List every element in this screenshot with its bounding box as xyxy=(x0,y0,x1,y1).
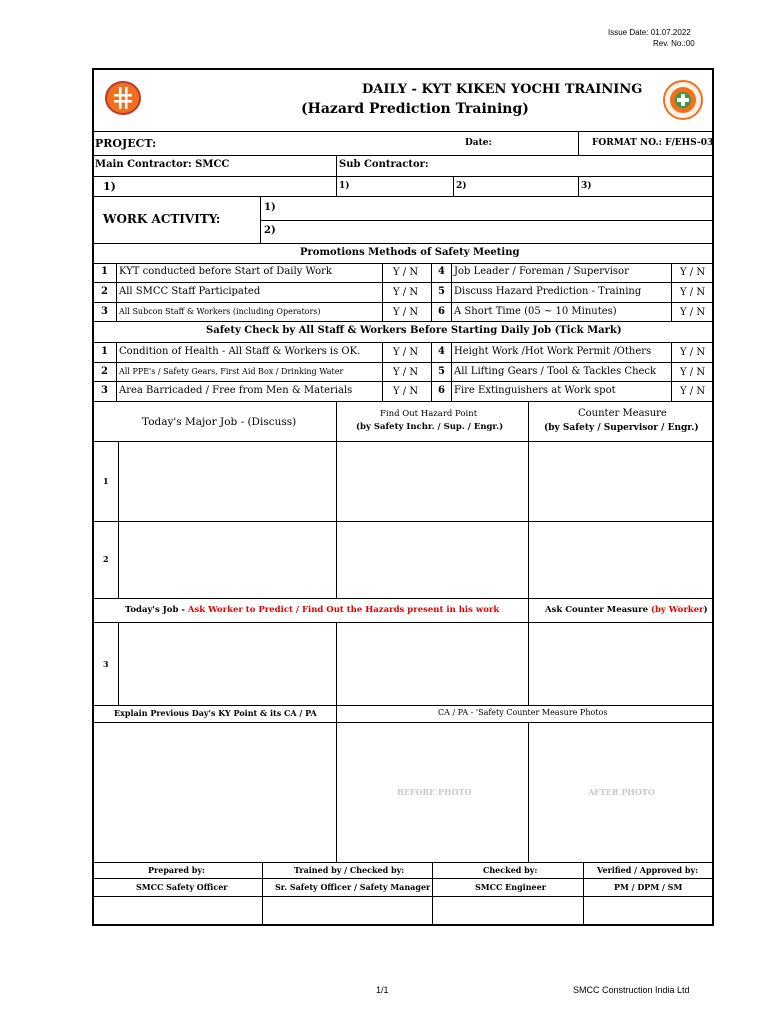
company-name: SMCC Construction India Ltd xyxy=(573,985,690,995)
row-number: 4 xyxy=(438,266,445,277)
after-photo-placeholder: AFTER PHOTO xyxy=(588,787,655,797)
row-text: Area Barricaded / Free from Men & Materials xyxy=(119,385,353,396)
row-text: All SMCC Staff Participated xyxy=(119,286,261,297)
ask-counter-measure xyxy=(545,606,708,615)
main-contractor: Main Contractor: SMCC xyxy=(95,159,230,170)
work-activity-label: WORK ACTIVITY: xyxy=(103,212,221,226)
checked-by-label: Checked by: xyxy=(483,865,538,875)
counter-measure-suffix: ) xyxy=(703,605,708,615)
major-job-header: Today's Major Job - (Discuss) xyxy=(142,416,297,428)
form-title: DAILY - KYT KIKEN YOCHI TRAINING xyxy=(362,82,643,97)
row-text: All Lifting Gears / Tool & Tackles Check xyxy=(454,366,657,377)
safety-seal-icon xyxy=(662,79,704,121)
row-text: Height Work /Hot Work Permit /Others xyxy=(454,346,652,357)
main-contractor-1: 1) xyxy=(103,180,116,193)
promotions-title: Promotions Methods of Safety Meeting xyxy=(300,247,520,258)
row-number: 6 xyxy=(438,385,445,396)
before-photo-placeholder: BEFORE PHOTO xyxy=(397,787,472,797)
trained-by-label: Trained by / Checked by: xyxy=(294,865,405,875)
row-text: KYT conducted before Start of Daily Work xyxy=(119,266,332,277)
row-text: All Subcon Staff & Workers (including Operators) xyxy=(119,307,321,316)
row-number: 3 xyxy=(101,306,108,317)
todays-job-instruction: Ask Worker to Predict / Find Out the Hazards present in his work xyxy=(187,605,500,615)
yes-no-option[interactable]: Y / N xyxy=(680,386,706,397)
row-number: 1 xyxy=(101,346,108,357)
yes-no-option[interactable]: Y / N xyxy=(393,386,419,397)
prepared-by-role: SMCC Safety Officer xyxy=(136,882,228,892)
yes-no-option[interactable]: Y / N xyxy=(680,347,706,358)
sub-contractor-2: 2) xyxy=(456,181,467,191)
hazard-point-header: Find Out Hazard Point xyxy=(380,409,478,419)
date-label: Date: xyxy=(465,138,492,148)
yes-no-option[interactable]: Y / N xyxy=(393,347,419,358)
todays-job-header xyxy=(125,606,499,615)
row-number: 1 xyxy=(101,266,108,277)
work-activity-1: 1) xyxy=(264,202,276,213)
row-number: 3 xyxy=(101,385,108,396)
trained-by-role: Sr. Safety Officer / Safety Manager xyxy=(275,882,431,892)
counter-measure-prefix: Ask Counter Measure xyxy=(545,605,651,615)
major-job-row-1: 1 xyxy=(103,476,109,486)
yes-no-option[interactable]: Y / N xyxy=(393,307,419,318)
photos-header: CA / PA - 'Safety Counter Measure Photos xyxy=(438,708,608,717)
yes-no-option[interactable]: Y / N xyxy=(393,367,419,378)
yes-no-option[interactable]: Y / N xyxy=(680,307,706,318)
yes-no-option[interactable]: Y / N xyxy=(393,287,419,298)
row-text: Condition of Health - All Staff & Workers is OK. xyxy=(119,346,361,357)
form-subtitle: (Hazard Prediction Training) xyxy=(301,101,529,117)
explain-previous-header: Explain Previous Day's KY Point & its CA / PA xyxy=(114,708,317,718)
yes-no-option[interactable]: Y / N xyxy=(393,267,419,278)
row-text: Job Leader / Foreman / Supervisor xyxy=(454,266,629,277)
yes-no-option[interactable]: Y / N xyxy=(680,367,706,378)
row-number: 2 xyxy=(101,286,108,297)
safety-check-title: Safety Check by All Staff & Workers Before Starting Daily Job (Tick Mark) xyxy=(206,325,622,336)
row-number: 2 xyxy=(101,366,108,377)
rev-no: Rev. No.:00 xyxy=(653,39,695,48)
row-text: Fire Extinguishers at Work spot xyxy=(454,385,616,396)
verified-by-label: Verified / Approved by: xyxy=(597,865,699,875)
yes-no-option[interactable]: Y / N xyxy=(680,287,706,298)
format-no: FORMAT NO.: F/EHS-03 xyxy=(592,138,714,148)
row-number: 4 xyxy=(438,346,445,357)
page-number: 1/1 xyxy=(376,985,389,995)
row-number: 6 xyxy=(438,306,445,317)
project-label: PROJECT: xyxy=(95,137,157,150)
major-job-row-2: 2 xyxy=(103,554,109,564)
row-text: All PPE's / Safety Gears, First Aid Box / Drinking Water xyxy=(119,367,344,376)
company-logo-icon xyxy=(104,81,142,115)
counter-measure-header: Counter Measure xyxy=(578,408,667,419)
issue-date: Issue Date: 01.07.2022 xyxy=(608,28,691,37)
yes-no-option[interactable]: Y / N xyxy=(680,267,706,278)
row-text: A Short Time (05 ~ 10 Minutes) xyxy=(454,306,617,317)
row-number: 5 xyxy=(438,366,445,377)
prepared-by-label: Prepared by: xyxy=(148,865,205,875)
row-text: Discuss Hazard Prediction - Training xyxy=(454,286,642,297)
todays-job-row-3: 3 xyxy=(103,659,109,669)
counter-measure-subheader: (by Safety / Supervisor / Engr.) xyxy=(544,423,699,433)
checked-by-role: SMCC Engineer xyxy=(475,882,546,892)
sub-contractor-1: 1) xyxy=(339,181,350,191)
work-activity-2: 2) xyxy=(264,225,276,236)
todays-job-prefix: Today's Job - xyxy=(125,605,188,615)
hazard-point-subheader: (by Safety Inchr. / Sup. / Engr.) xyxy=(356,422,504,432)
sub-contractor: Sub Contractor: xyxy=(339,159,429,170)
verified-by-role: PM / DPM / SM xyxy=(614,882,683,892)
sub-contractor-3: 3) xyxy=(581,181,592,191)
by-worker-label: (by Worker xyxy=(650,605,704,615)
row-number: 5 xyxy=(438,286,445,297)
